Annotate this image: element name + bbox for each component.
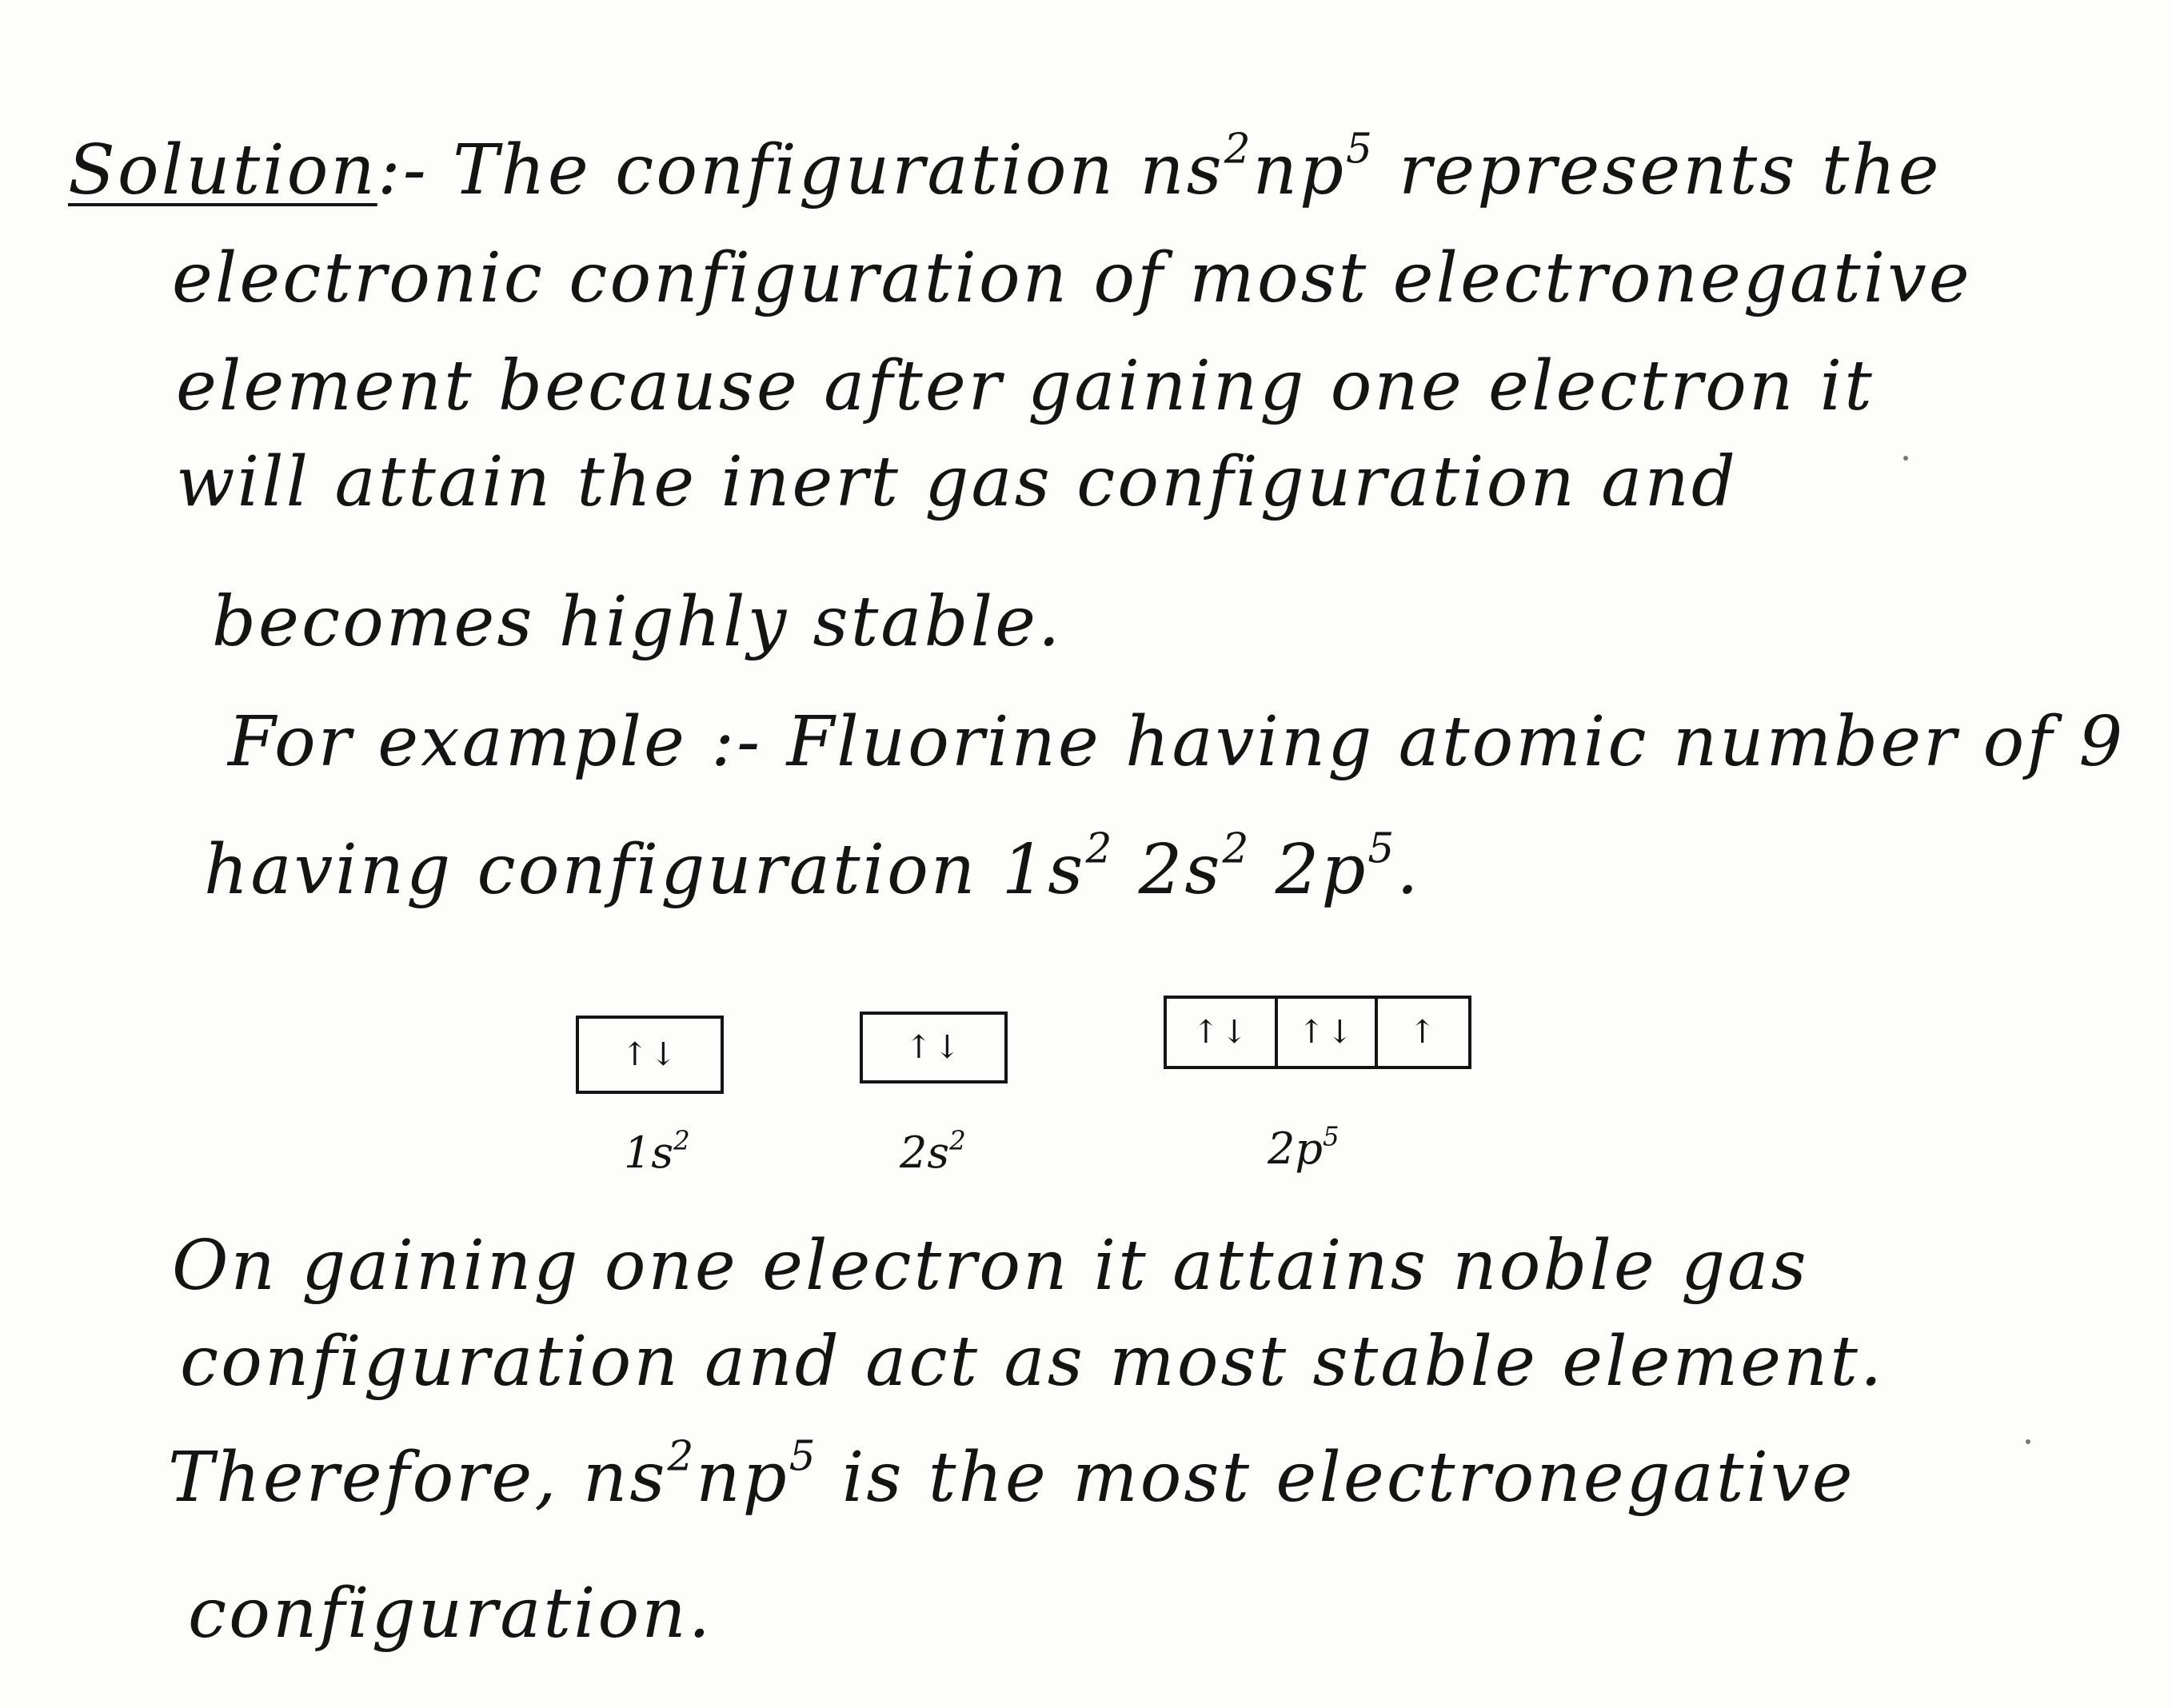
orbital-box-1s [576, 1016, 724, 1094]
line-1-text-b: np [1252, 130, 1347, 210]
speck [1903, 456, 1908, 461]
solution-line-1 [68, 125, 1942, 210]
line-1-text-a: :- The configuration ns [377, 130, 1224, 210]
config-sup-2: 2 [1222, 824, 1252, 873]
orbital-label-1s [624, 1127, 690, 1178]
conclusion-line-4: configuration. [188, 1574, 713, 1654]
orbital-box-2s [860, 1012, 1008, 1083]
orbital-2s-cell: ↑↓ [904, 1029, 963, 1066]
config-text-c: 2p [1251, 830, 1368, 910]
solution-line-5: becomes highly stable. [212, 582, 1063, 662]
config-line [204, 824, 1421, 910]
orbital-2p-cell-3: ↑ [1375, 999, 1468, 1066]
orbital-label-2p-text: 2p [1268, 1123, 1323, 1174]
orbital-label-2s [900, 1127, 966, 1178]
orbital-1s-cell: ↑↓ [621, 1036, 679, 1073]
config-text-d: . [1396, 830, 1421, 910]
line-1-sup-2: 5 [1346, 125, 1375, 174]
orbital-label-2p-sup: 5 [1322, 1121, 1340, 1152]
conclusion-line-3 [168, 1432, 1855, 1518]
orbital-label-1s-text: 1s [624, 1127, 674, 1178]
speck [2026, 1439, 2030, 1444]
orbital-box-2p [1164, 996, 1471, 1069]
conclusion-3-text-c: is the most electronegative [817, 1438, 1855, 1518]
orbital-label-2s-sup: 2 [949, 1125, 966, 1156]
config-sup-1: 2 [1085, 824, 1115, 873]
conclusion-line-1: On gaining one electron it attains noble gas [172, 1226, 1809, 1306]
conclusion-3-sup-2: 5 [789, 1432, 818, 1481]
conclusion-3-sup-1: 2 [667, 1432, 697, 1481]
solution-line-2: electronic configuration of most electronegative [172, 238, 1972, 318]
config-sup-3: 5 [1367, 824, 1397, 873]
orbital-label-2s-text: 2s [900, 1127, 950, 1178]
orbital-2p-cell-2: ↑↓ [1275, 999, 1375, 1066]
conclusion-3-text-a: Therefore, ns [168, 1438, 668, 1518]
config-text-a: having configuration 1s [204, 830, 1086, 910]
solution-line-4: will attain the inert gas configuration and [176, 442, 1738, 522]
line-1-sup-1: 2 [1224, 125, 1253, 174]
orbital-label-1s-sup: 2 [673, 1125, 690, 1156]
solution-line-6: For example :- Fluorine having atomic number of 9 [228, 702, 2126, 782]
line-1-text-c: represents the [1374, 130, 1942, 210]
conclusion-3-text-b: np [696, 1438, 789, 1518]
orbital-2p-cell-1: ↑↓ [1192, 1014, 1250, 1051]
solution-label: Solution [68, 130, 377, 210]
orbital-label-2p [1268, 1123, 1340, 1174]
solution-line-3: element because after gaining one electron it [176, 346, 1875, 426]
config-text-b: 2s [1114, 830, 1223, 910]
conclusion-line-2: configuration and act as most stable element. [180, 1322, 1885, 1402]
